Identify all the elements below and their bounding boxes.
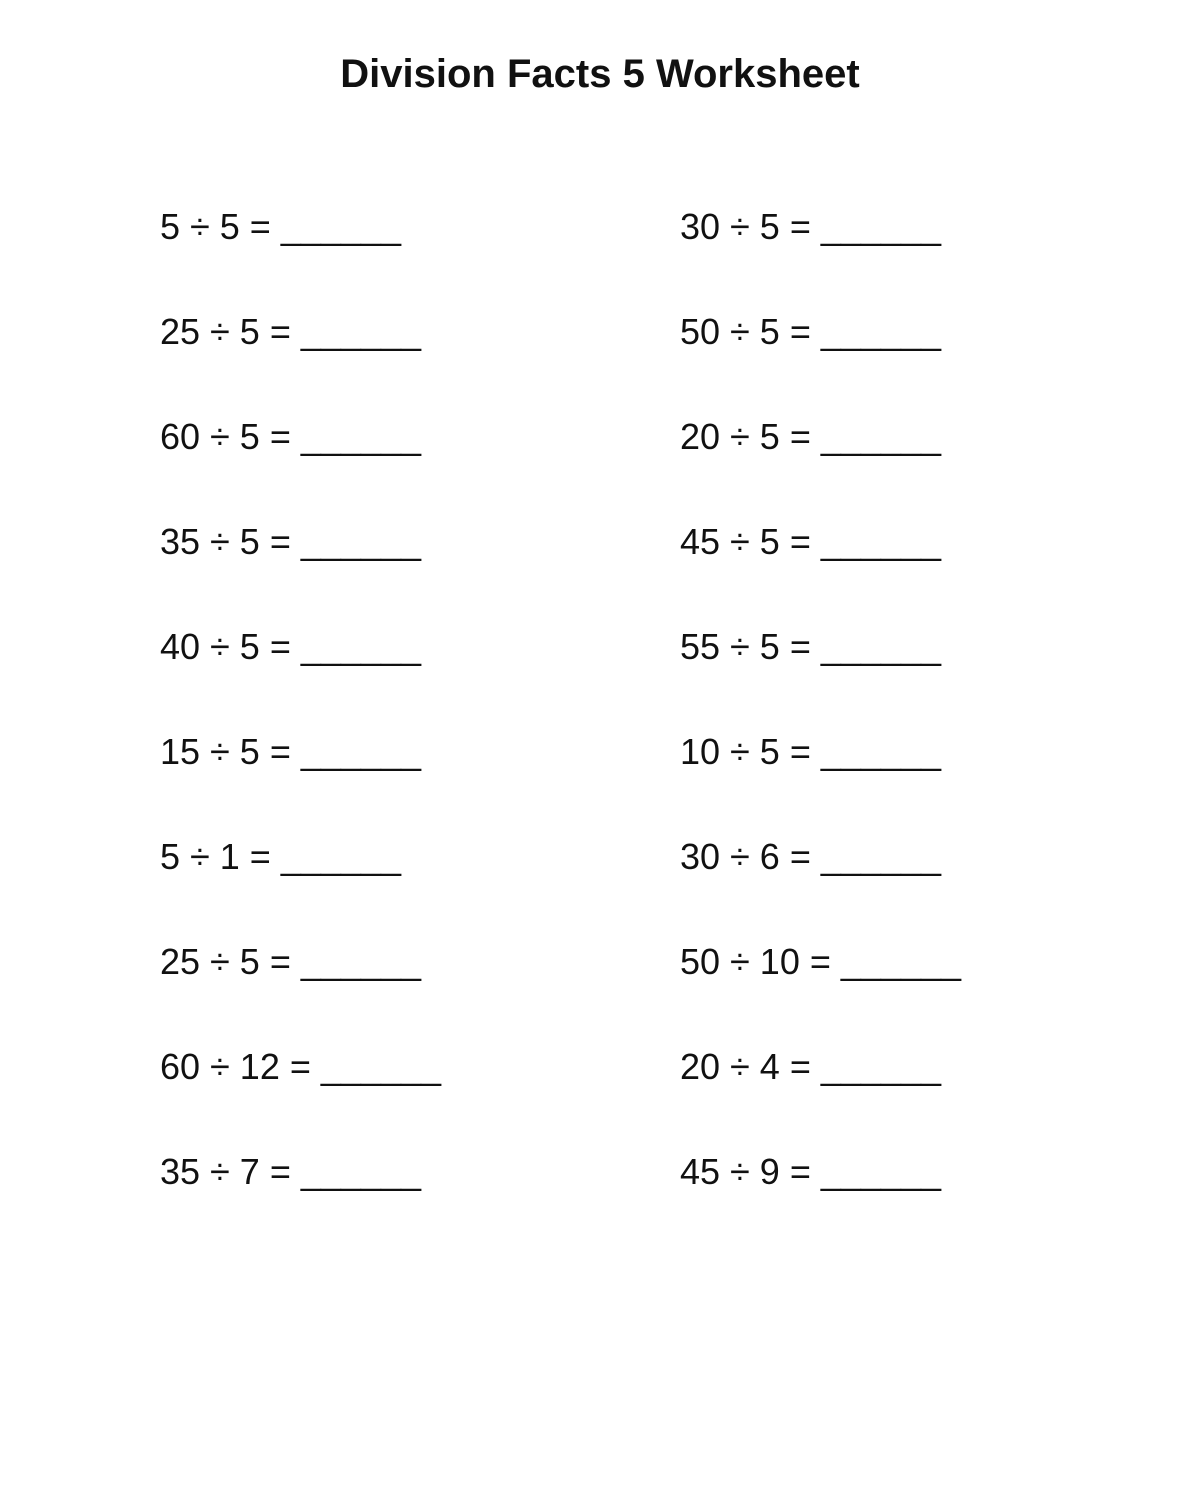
problem-item: 25 ÷ 5 = ______	[160, 941, 421, 982]
problem-item: 40 ÷ 5 = ______	[160, 626, 421, 667]
problem-item: 50 ÷ 10 = ______	[680, 941, 962, 982]
problem-item: 30 ÷ 6 = ______	[680, 836, 941, 877]
problem-item: 60 ÷ 12 = ______	[160, 1046, 442, 1087]
worksheet-title: Division Facts 5 Worksheet	[340, 52, 860, 96]
problem-item: 5 ÷ 1 = ______	[160, 836, 401, 877]
problem-item: 60 ÷ 5 = ______	[160, 416, 421, 457]
problem-item: 5 ÷ 5 = ______	[160, 206, 401, 247]
problem-item: 35 ÷ 7 = ______	[160, 1151, 421, 1192]
problem-item: 30 ÷ 5 = ______	[680, 206, 941, 247]
problem-item: 55 ÷ 5 = ______	[680, 626, 941, 667]
problem-item: 45 ÷ 9 = ______	[680, 1151, 941, 1192]
problem-item: 35 ÷ 5 = ______	[160, 521, 421, 562]
problem-item: 15 ÷ 5 = ______	[160, 731, 421, 772]
problem-item: 25 ÷ 5 = ______	[160, 311, 421, 352]
problem-item: 20 ÷ 5 = ______	[680, 416, 941, 457]
problem-item: 10 ÷ 5 = ______	[680, 731, 941, 772]
problem-item: 50 ÷ 5 = ______	[680, 311, 941, 352]
problem-grid	[160, 205, 1060, 1255]
problem-item: 20 ÷ 4 = ______	[680, 1046, 941, 1087]
problem-item: 45 ÷ 5 = ______	[680, 521, 941, 562]
